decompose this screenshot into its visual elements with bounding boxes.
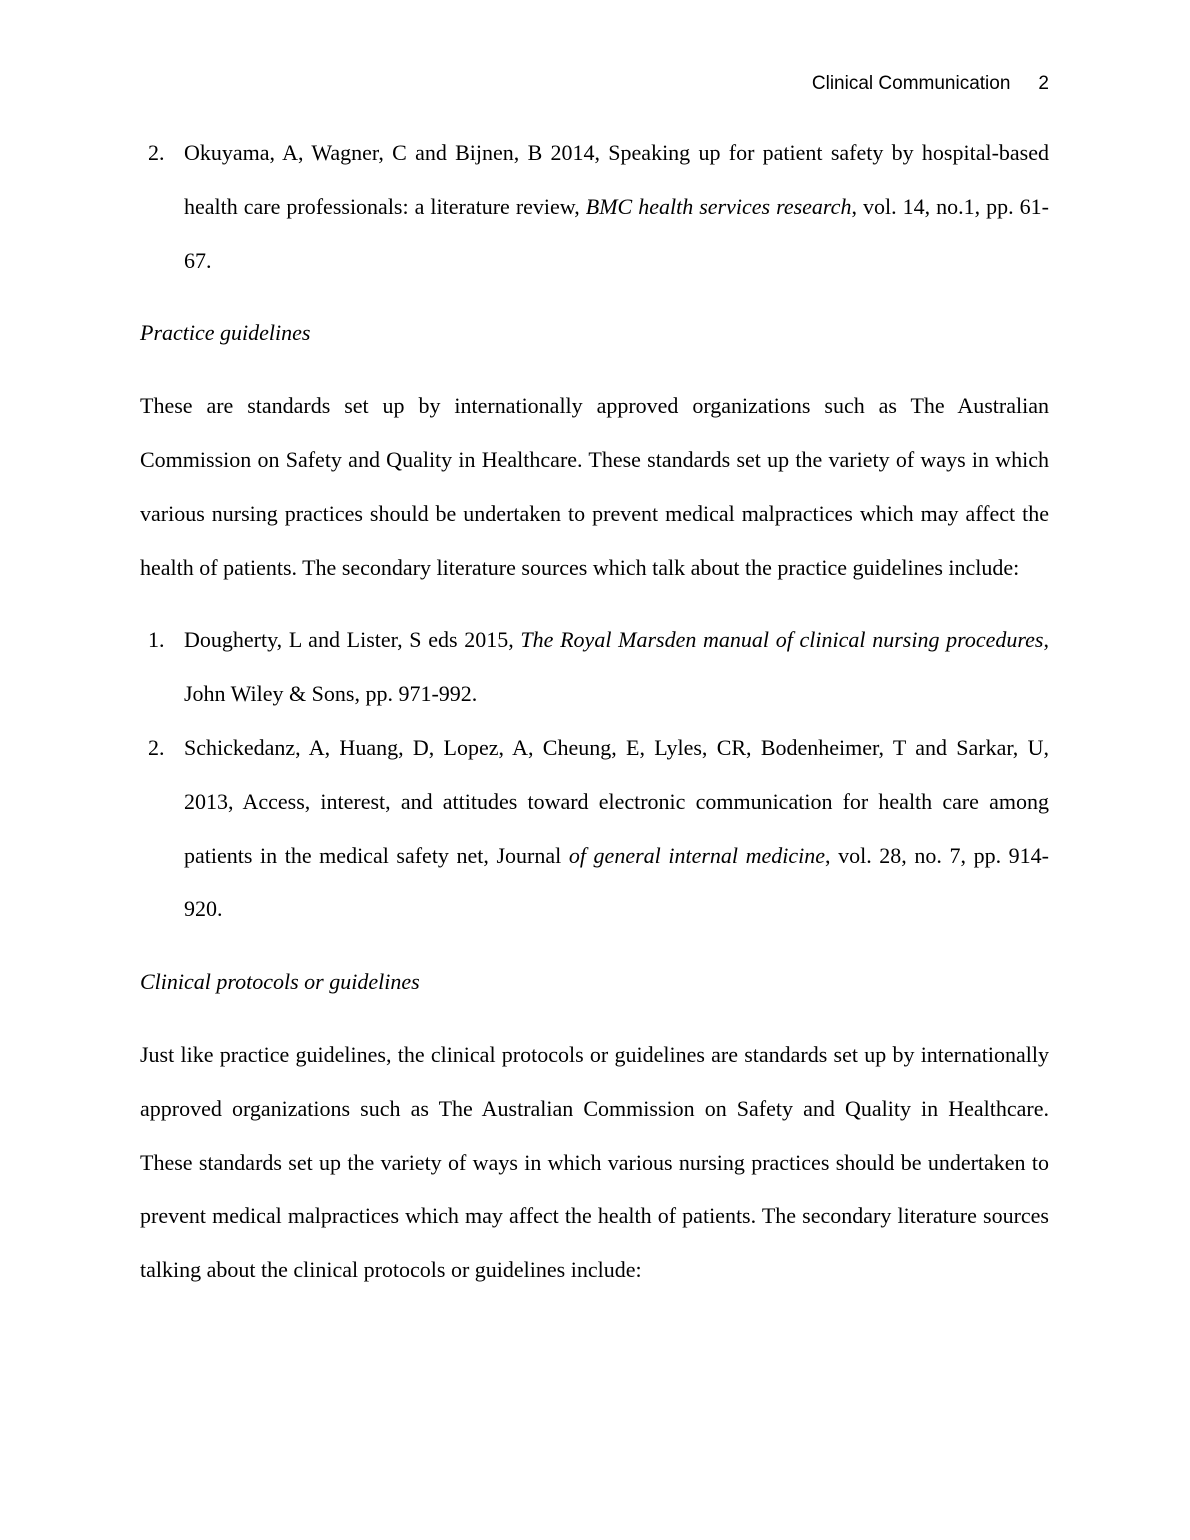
reference-text: Okuyama, A, Wagner, C and Bijnen, B 2014, Speaking up for patient safety by hospital-based health care professionals: a literature review, [184, 140, 1049, 219]
reference-item [140, 126, 1049, 287]
reference-journal: of general internal medicine [568, 842, 826, 868]
section-heading-clinical: Clinical protocols or guidelines [140, 969, 420, 995]
reference-book-title: The Royal Marsden manual of clinical nursing procedures [520, 627, 1044, 653]
section-heading-practice: Practice guidelines [140, 320, 311, 346]
paragraph-practice: These are standards set up by internationally approved organizations such as The Australian Commission on Safety and Quality in Healthcare. These standards set up the variety of ways in which various nursing practices should be undertaken to prevent medical malpractices which may affect the health of patients. The secondary literature sources which talk about the practice guidelines include: [140, 393, 1049, 580]
spacer [140, 360, 1049, 379]
reference-details: , John Wiley & Sons, pp. 971-992. [184, 627, 1049, 707]
reference-number: 1. [148, 627, 165, 653]
reference-details: , vol. 14, no.1, pp. 61-67. [184, 193, 1049, 273]
spacer [140, 594, 1049, 613]
paragraph-clinical: Just like practice guidelines, the clinical protocols or guidelines are standards set up by internationally approved organizations such as The Australian Commission on Safety and Quality in Healthcare. These standards set up the variety of ways in which various nursing practices should be undertaken to prevent medical malpractices which may affect the health of patients. The secondary literature sources talking about the clinical protocols or guidelines include: [140, 1041, 1049, 1283]
document-body [140, 126, 1049, 1297]
spacer [140, 936, 1049, 955]
page-number: 2 [1038, 73, 1049, 94]
reference-text: Schickedanz, A, Huang, D, Lopez, A, Cheung, E, Lyles, CR, Bodenheimer, T and Sarkar, U, 2013, Access, interest, and attitudes toward electronic communication for health care among patients in the medical safety net, Journal [184, 734, 1049, 868]
spacer [140, 287, 1049, 306]
reference-number: 2. [148, 140, 165, 165]
reference-item [140, 613, 1049, 721]
spacer [140, 1009, 1049, 1028]
reference-item [140, 721, 1049, 936]
running-header [812, 72, 1049, 96]
reference-text: Dougherty, L and Lister, S eds 2015, [184, 627, 521, 653]
header-title: Clinical Communication [811, 73, 1011, 94]
reference-details: , vol. 28, no. 7, pp. 914-920. [184, 842, 1049, 922]
reference-journal: BMC health services research [585, 193, 852, 219]
reference-number: 2. [148, 734, 165, 760]
